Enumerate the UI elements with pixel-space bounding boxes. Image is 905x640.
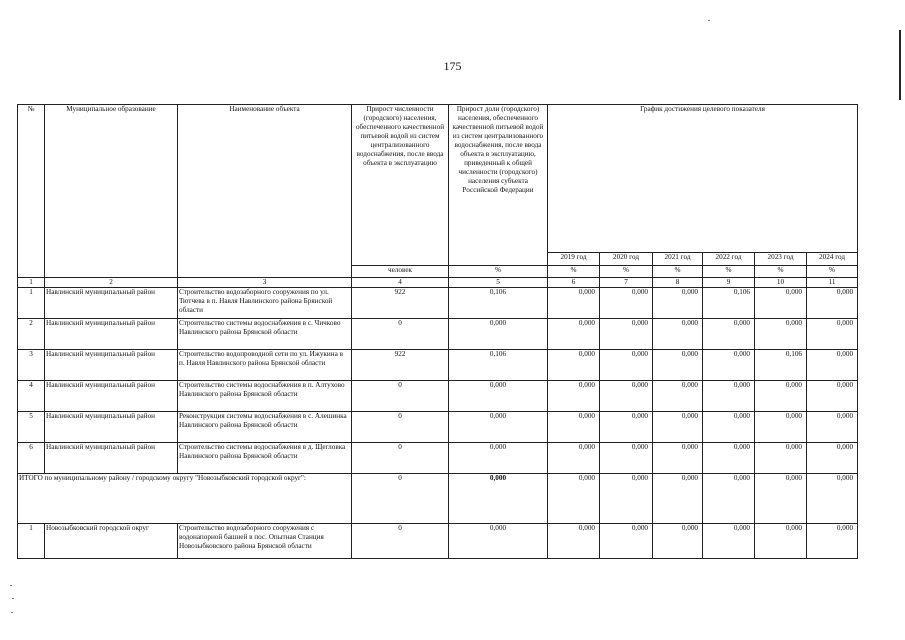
scan-speck xyxy=(708,20,710,21)
total-people: 0 xyxy=(352,474,449,524)
row-people: 0 xyxy=(352,319,449,350)
unit-year: % xyxy=(703,265,755,277)
header-object: Наименование объекта xyxy=(178,105,352,278)
row-year-value: 0,000 xyxy=(703,524,755,559)
row-year-value: 0,000 xyxy=(653,443,703,474)
header-year: 2022 год xyxy=(703,253,755,265)
scan-speck xyxy=(11,612,13,613)
unit-year: % xyxy=(653,265,703,277)
row-year-value: 0,000 xyxy=(807,412,858,443)
total-year-value: 0,000 xyxy=(653,474,703,524)
row-object: Строительство водозаборного сооружения с водонапорной башней в пос. Опытная Станция Новозыбковского района Брянской области xyxy=(178,524,352,559)
header-population-growth: Прирост численности (городского) населения, обеспеченного качественной питьевой водой из систем централизованного водоснабжения, после ввода объекта в эксплуатацию xyxy=(352,105,449,266)
column-number: 2 xyxy=(45,278,178,288)
row-share: 0,000 xyxy=(449,443,548,474)
row-year-value: 0,000 xyxy=(600,288,653,319)
header-share-growth: Прирост доли (городского) населения, обеспеченного качественной питьевой водой из систем централизованного водоснабжения, после ввода объекта в эксплуатацию, приведенный к общей численности (городского) населения субъекта Российской Федерации xyxy=(449,105,548,266)
header-row xyxy=(18,105,858,253)
unit-people: человек xyxy=(352,265,449,277)
row-year-value: 0,000 xyxy=(548,381,600,412)
row-year-value: 0,000 xyxy=(548,319,600,350)
row-share: 0,000 xyxy=(449,524,548,559)
unit-year: % xyxy=(755,265,807,277)
row-num: 1 xyxy=(18,288,45,319)
scan-edge-mark xyxy=(899,30,901,100)
column-number: 11 xyxy=(807,278,858,288)
row-year-value: 0,000 xyxy=(548,524,600,559)
row-municipality: Навлинский муниципальный район xyxy=(45,381,178,412)
row-share: 0,106 xyxy=(449,288,548,319)
header-year: 2020 год xyxy=(600,253,653,265)
total-row xyxy=(18,474,858,524)
table-row xyxy=(18,288,858,319)
row-year-value: 0,000 xyxy=(600,319,653,350)
column-number-row xyxy=(18,278,858,288)
row-year-value: 0,000 xyxy=(755,288,807,319)
total-label: ИТОГО по муниципальному району / городскому округу "Новозыбковский городской округ": xyxy=(18,474,352,524)
target-indicator-table xyxy=(17,104,858,559)
scan-speck xyxy=(10,585,12,586)
row-year-value: 0,000 xyxy=(755,381,807,412)
total-year-value: 0,000 xyxy=(600,474,653,524)
row-municipality: Навлинский муниципальный район xyxy=(45,443,178,474)
table-row xyxy=(18,381,858,412)
row-municipality: Навлинский муниципальный район xyxy=(45,319,178,350)
unit-year: % xyxy=(600,265,653,277)
row-year-value: 0,000 xyxy=(548,350,600,381)
row-year-value: 0,106 xyxy=(755,350,807,381)
table-row xyxy=(18,319,858,350)
header-year: 2021 год xyxy=(653,253,703,265)
row-num: 5 xyxy=(18,412,45,443)
row-num: 4 xyxy=(18,381,45,412)
row-year-value: 0,000 xyxy=(703,412,755,443)
row-municipality: Навлинский муниципальный район xyxy=(45,350,178,381)
row-year-value: 0,000 xyxy=(548,288,600,319)
header-schedule: График достижения целевого показателя xyxy=(548,105,858,253)
row-share: 0,000 xyxy=(449,412,548,443)
row-people: 0 xyxy=(352,381,449,412)
row-people: 922 xyxy=(352,350,449,381)
row-people: 0 xyxy=(352,412,449,443)
total-year-value: 0,000 xyxy=(703,474,755,524)
row-year-value: 0,000 xyxy=(703,443,755,474)
column-number: 7 xyxy=(600,278,653,288)
row-year-value: 0,000 xyxy=(807,443,858,474)
row-year-value: 0,000 xyxy=(600,524,653,559)
header-num: № xyxy=(18,105,45,278)
row-object: Строительство системы водоснабжения в п. Алтухово Навлинского района Брянской области xyxy=(178,381,352,412)
row-object: Реконструкция системы водоснабжения в с. Алешинка Навлинского района Брянской области xyxy=(178,412,352,443)
column-number: 3 xyxy=(178,278,352,288)
row-year-value: 0,000 xyxy=(755,319,807,350)
row-year-value: 0,000 xyxy=(703,350,755,381)
row-year-value: 0,000 xyxy=(600,350,653,381)
header-year: 2024 год xyxy=(807,253,858,265)
row-object: Строительство водозаборного сооружения по ул. Тютчева в п. Навля Навлинского района Брянской области xyxy=(178,288,352,319)
header-municipality: Муниципальное образование xyxy=(45,105,178,278)
row-year-value: 0,000 xyxy=(548,412,600,443)
row-year-value: 0,000 xyxy=(653,350,703,381)
column-number: 1 xyxy=(18,278,45,288)
row-municipality: Навлинский муниципальный район xyxy=(45,412,178,443)
row-year-value: 0,000 xyxy=(703,381,755,412)
row-year-value: 0,000 xyxy=(807,524,858,559)
row-year-value: 0,000 xyxy=(600,443,653,474)
row-municipality: Новозыбковский городской округ xyxy=(45,524,178,559)
row-object: Строительство системы водоснабжения в д. Щегловка Навлинского района Брянской области xyxy=(178,443,352,474)
row-year-value: 0,000 xyxy=(755,412,807,443)
row-year-value: 0,000 xyxy=(807,288,858,319)
column-number: 8 xyxy=(653,278,703,288)
row-year-value: 0,106 xyxy=(703,288,755,319)
row-object: Строительство системы водоснабжения в с. Чичково Навлинского района Брянской области xyxy=(178,319,352,350)
row-people: 0 xyxy=(352,443,449,474)
row-year-value: 0,000 xyxy=(600,412,653,443)
table-row xyxy=(18,350,858,381)
row-year-value: 0,000 xyxy=(807,319,858,350)
row-object: Строительство водопроводной сети по ул. Ижукина в п. Навля Навлинского района Брянской области xyxy=(178,350,352,381)
header-year: 2019 год xyxy=(548,253,600,265)
unit-year: % xyxy=(807,265,858,277)
row-share: 0,106 xyxy=(449,350,548,381)
total-share: 0,000 xyxy=(449,474,548,524)
table-row xyxy=(18,443,858,474)
row-year-value: 0,000 xyxy=(807,350,858,381)
row-people: 0 xyxy=(352,524,449,559)
column-number: 5 xyxy=(449,278,548,288)
row-year-value: 0,000 xyxy=(653,412,703,443)
row-year-value: 0,000 xyxy=(653,381,703,412)
row-people: 922 xyxy=(352,288,449,319)
column-number: 10 xyxy=(755,278,807,288)
page-number: 175 xyxy=(443,59,462,73)
row-num: 3 xyxy=(18,350,45,381)
header-year: 2023 год xyxy=(755,253,807,265)
row-year-value: 0,000 xyxy=(653,288,703,319)
row-municipality: Навлинский муниципальный район xyxy=(45,288,178,319)
row-share: 0,000 xyxy=(449,381,548,412)
column-number: 9 xyxy=(703,278,755,288)
row-year-value: 0,000 xyxy=(807,381,858,412)
column-number: 6 xyxy=(548,278,600,288)
column-number: 4 xyxy=(352,278,449,288)
total-year-value: 0,000 xyxy=(755,474,807,524)
row-year-value: 0,000 xyxy=(548,443,600,474)
row-num: 2 xyxy=(18,319,45,350)
unit-pct: % xyxy=(449,265,548,277)
row-num: 1 xyxy=(18,524,45,559)
scan-speck xyxy=(12,598,14,599)
total-year-value: 0,000 xyxy=(548,474,600,524)
row-year-value: 0,000 xyxy=(600,381,653,412)
row-year-value: 0,000 xyxy=(755,443,807,474)
row-year-value: 0,000 xyxy=(703,319,755,350)
row-year-value: 0,000 xyxy=(755,524,807,559)
row-num: 6 xyxy=(18,443,45,474)
row-year-value: 0,000 xyxy=(653,319,703,350)
table-row xyxy=(18,524,858,559)
row-share: 0,000 xyxy=(449,319,548,350)
unit-year: % xyxy=(548,265,600,277)
table-row xyxy=(18,412,858,443)
row-year-value: 0,000 xyxy=(653,524,703,559)
total-year-value: 0,000 xyxy=(807,474,858,524)
